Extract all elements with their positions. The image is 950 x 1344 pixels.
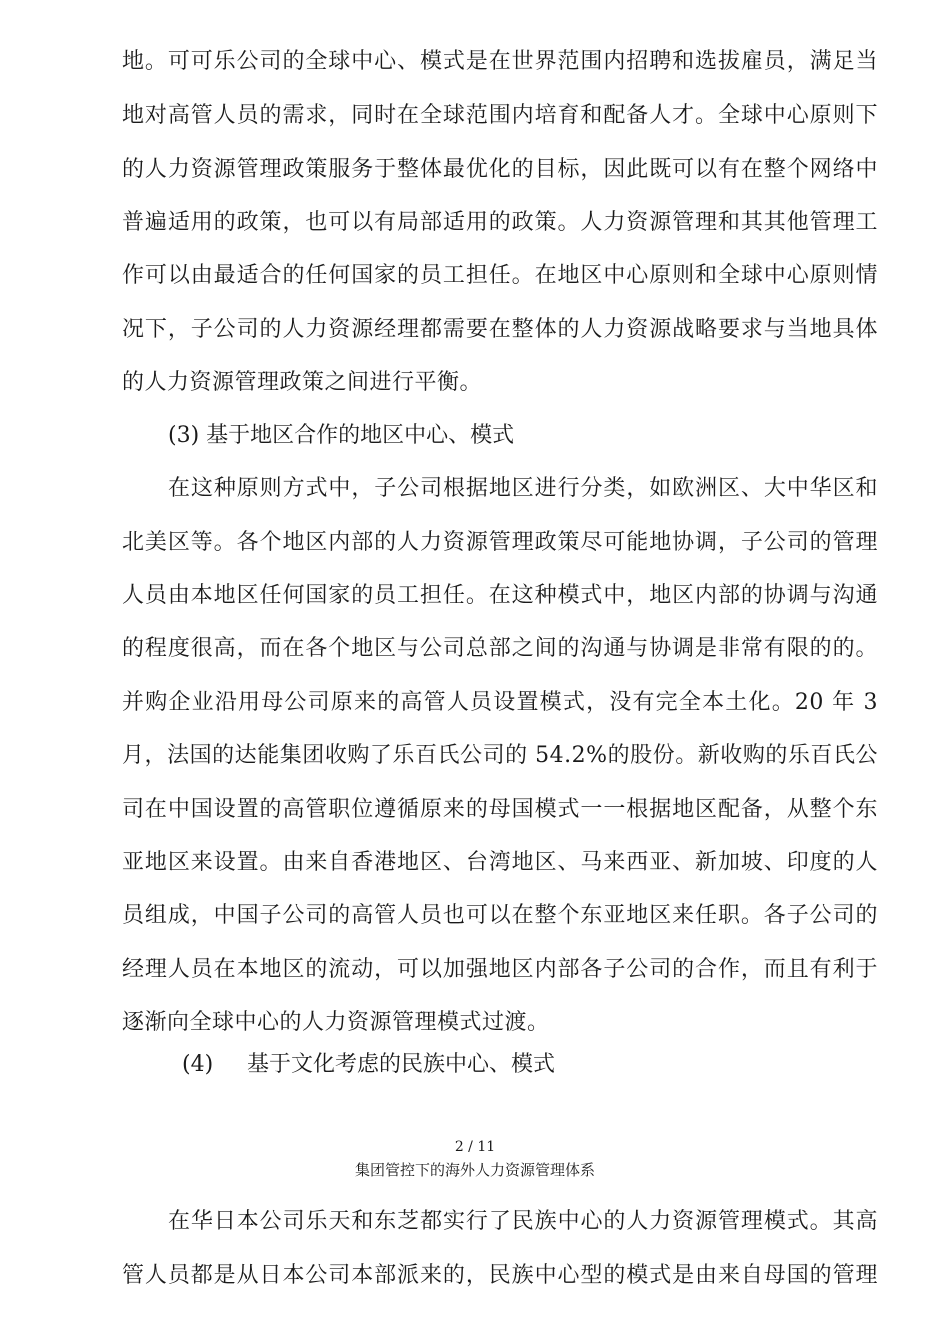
text-line: 地。可可乐公司的全球中心、模式是在世界范围内招聘和选拔雇员，满足当 bbox=[122, 49, 878, 74]
section-heading-4-number: (4) bbox=[182, 1052, 214, 1077]
text-line: 的人力资源管理政策服务于整体最优化的目标，因此既可以有在整个网络中 bbox=[122, 157, 878, 182]
text-line: 在这种原则方式中，子公司根据地区进行分类，如欧洲区、大中华区和 bbox=[168, 476, 878, 501]
text-line: 管人员都是从日本公司本部派来的，民族中心型的模式是由来自母国的管理 bbox=[122, 1263, 878, 1288]
text-line: 司在中国设置的高管职位遵循原来的母国模式一一根据地区配备，从整个东 bbox=[122, 797, 878, 822]
text-line: 在华日本公司乐天和东芝都实行了民族中心的人力资源管理模式。其高 bbox=[168, 1209, 878, 1234]
text-line: 北美区等。各个地区内部的人力资源管理政策尽可能地协调，子公司的管理 bbox=[122, 530, 878, 555]
text-line: 并购企业沿用母公司原来的高管人员设置模式，没有完全本土化。20 年 3 bbox=[122, 690, 878, 715]
section-heading-3: (3) 基于地区合作的地区中心、模式 bbox=[168, 423, 515, 448]
text-line: 员组成，中国子公司的高管人员也可以在整个东亚地区来任职。各子公司的 bbox=[122, 903, 878, 928]
running-title: 集团管控下的海外人力资源管理体系 bbox=[354, 1161, 595, 1179]
page-number: 2 / 11 bbox=[454, 1139, 496, 1155]
text-line: 亚地区来设置。由来自香港地区、台湾地区、马来西亚、新加坡、印度的人 bbox=[122, 850, 878, 875]
text-line: 作可以由最适合的任何国家的员工担任。在地区中心原则和全球中心原则情 bbox=[122, 263, 878, 288]
text-line: 经理人员在本地区的流动，可以加强地区内部各子公司的合作，而且有利于 bbox=[122, 957, 878, 982]
section-heading-4-title: 基于文化考虑的民族中心、模式 bbox=[247, 1052, 556, 1077]
text-line: 的程度很高，而在各个地区与公司总部之间的沟通与协调是非常有限的的。 bbox=[122, 636, 878, 661]
text-line: 普遍适用的政策，也可以有局部适用的政策。人力资源管理和其其他管理工 bbox=[122, 210, 878, 235]
text-line: 地对高管人员的需求，同时在全球范围内培育和配备人才。全球中心原则下 bbox=[122, 103, 878, 128]
text-line: 的人力资源管理政策之间进行平衡。 bbox=[122, 370, 483, 395]
text-line: 况下，子公司的人力资源经理都需要在整体的人力资源战略要求与当地具体 bbox=[122, 317, 878, 342]
text-line: 月，法国的达能集团收购了乐百氏公司的 54.2%的股份。新收购的乐百氏公 bbox=[122, 743, 878, 768]
text-line: 逐渐向全球中心的人力资源管理模式过渡。 bbox=[122, 1010, 550, 1035]
text-line: 人员由本地区任何国家的员工担任。在这种模式中，地区内部的协调与沟通 bbox=[122, 583, 878, 608]
